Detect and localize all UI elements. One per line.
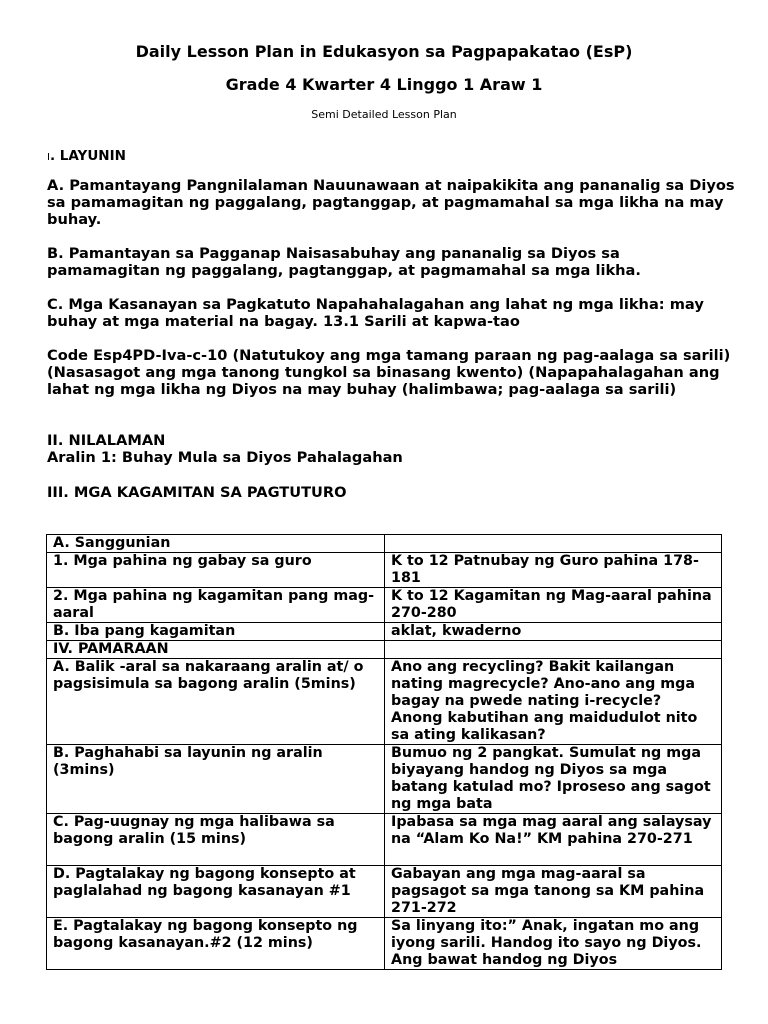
section-heading-text: . LAYUNIN	[49, 148, 126, 164]
pamantayang-pangnilalaman: A. Pamantayang Pangnilalaman Nauunawaan at naipakikita ang pananalig sa Diyos sa pamamagitan ng paggalang, pagtanggap, at pagmamahal sa mga likha na may buhay.	[47, 177, 735, 228]
table-cell-right: K to 12 Patnubay ng Guro pahina 178-181	[385, 553, 722, 588]
table-cell-left: E. Pagtalakay ng bagong konsepto ng bagong kasanayan.#2 (12 mins)	[47, 918, 385, 970]
table-row	[47, 553, 722, 588]
table-cell-left: D. Pagtalakay ng bagong konsepto at paglalahad ng bagong kasanayan #1	[47, 866, 385, 918]
table-cell-right: Bumuo ng 2 pangkat. Sumulat ng mga biyayang handog ng Diyos sa mga batang katulad mo? Iproseso ang sagot ng mga bata	[385, 745, 722, 814]
table-cell-right: K to 12 Kagamitan ng Mag-aaral pahina 270-280	[385, 588, 722, 623]
section-kagamitan-heading: III. MGA KAGAMITAN SA PAGTUTURO	[47, 484, 347, 501]
learning-code: Code Esp4PD-Iva-c-10 (Natutukoy ang mga tamang paraan ng pag-aalaga sa sarili) (Nasasagot ang mga tanong tungkol sa binasang kwento) (Napapahalagahan ang lahat ng mga likha ng Diyos na may buhay (halimbawa; pag-aalaga sa sarili)	[47, 347, 731, 398]
table-cell-left: B. Iba pang kagamitan	[47, 623, 385, 641]
table-row	[47, 814, 722, 866]
table-cell-right: Sa linyang ito:” Anak, ingatan mo ang iyong sarili. Handog ito sayo ng Diyos. Ang bawat handog ng Diyos	[385, 918, 722, 970]
table-row	[47, 918, 722, 970]
document-subtitle: Grade 4 Kwarter 4 Linggo 1 Araw 1	[225, 75, 543, 94]
table-row	[47, 588, 722, 623]
table-cell-left: A. Sanggunian	[47, 535, 385, 553]
table-cell-left: 2. Mga pahina ng kagamitan pang mag-aaral	[47, 588, 385, 623]
document-title: Daily Lesson Plan in Edukasyon sa Pagpapakatao (EsP)	[135, 42, 633, 61]
table-row	[47, 659, 722, 745]
table-cell-left: 1. Mga pahina ng gabay sa guro	[47, 553, 385, 588]
table-cell-right: Ipabasa sa mga mag aaral ang salaysay na “Alam Ko Na!” KM pahina 270-271	[385, 814, 722, 866]
lesson-table	[46, 534, 722, 970]
aralin-title: Aralin 1: Buhay Mula sa Diyos Pahalagahan	[47, 449, 403, 466]
nilalaman-heading: II. NILALAMAN	[47, 432, 166, 449]
table-cell-left: A. Balik -aral sa nakaraang aralin at/ o pagsisimula sa bagong aralin (5mins)	[47, 659, 385, 745]
table-row	[47, 623, 722, 641]
section-nilalaman	[47, 432, 737, 466]
table-row	[47, 535, 722, 553]
plan-type-label: Semi Detailed Lesson Plan	[311, 108, 457, 121]
section-layunin-heading	[47, 148, 737, 166]
table-cell-right	[385, 641, 722, 659]
table-cell-right: Ano ang recycling? Bakit kailangan nating magrecycle? Ano-ano ang mga bagay na pwede nating i-recycle? Anong kabutihan ang maidudulot nito sa ating kalikasan?	[385, 659, 722, 745]
table-cell-right: Gabayan ang mga mag-aaral sa pagsagot sa mga tanong sa KM pahina 271-272	[385, 866, 722, 918]
table-row	[47, 866, 722, 918]
table-cell-left: C. Pag-uugnay ng mga halibawa sa bagong aralin (15 mins)	[47, 814, 385, 866]
table-cell-left: IV. PAMARAAN	[47, 641, 385, 659]
table-row	[47, 641, 722, 659]
table-cell-left: B. Paghahabi sa layunin ng aralin (3mins)	[47, 745, 385, 814]
table-row	[47, 745, 722, 814]
table-cell-right	[385, 535, 722, 553]
table-cell-right: aklat, kwaderno	[385, 623, 722, 641]
kasanayan-sa-pagkatuto: C. Mga Kasanayan sa Pagkatuto Napahahalagahan ang lahat ng mga likha: may buhay at mga material na bagay. 13.1 Sarili at kapwa-tao	[47, 296, 704, 330]
section-numeral: I	[47, 152, 50, 163]
pamantayan-sa-pagganap: B. Pamantayan sa Pagganap Naisasabuhay ang pananalig sa Diyos sa pamamagitan ng paggalang, pagtanggap, at pagmamahal sa mga likha.	[47, 245, 641, 279]
